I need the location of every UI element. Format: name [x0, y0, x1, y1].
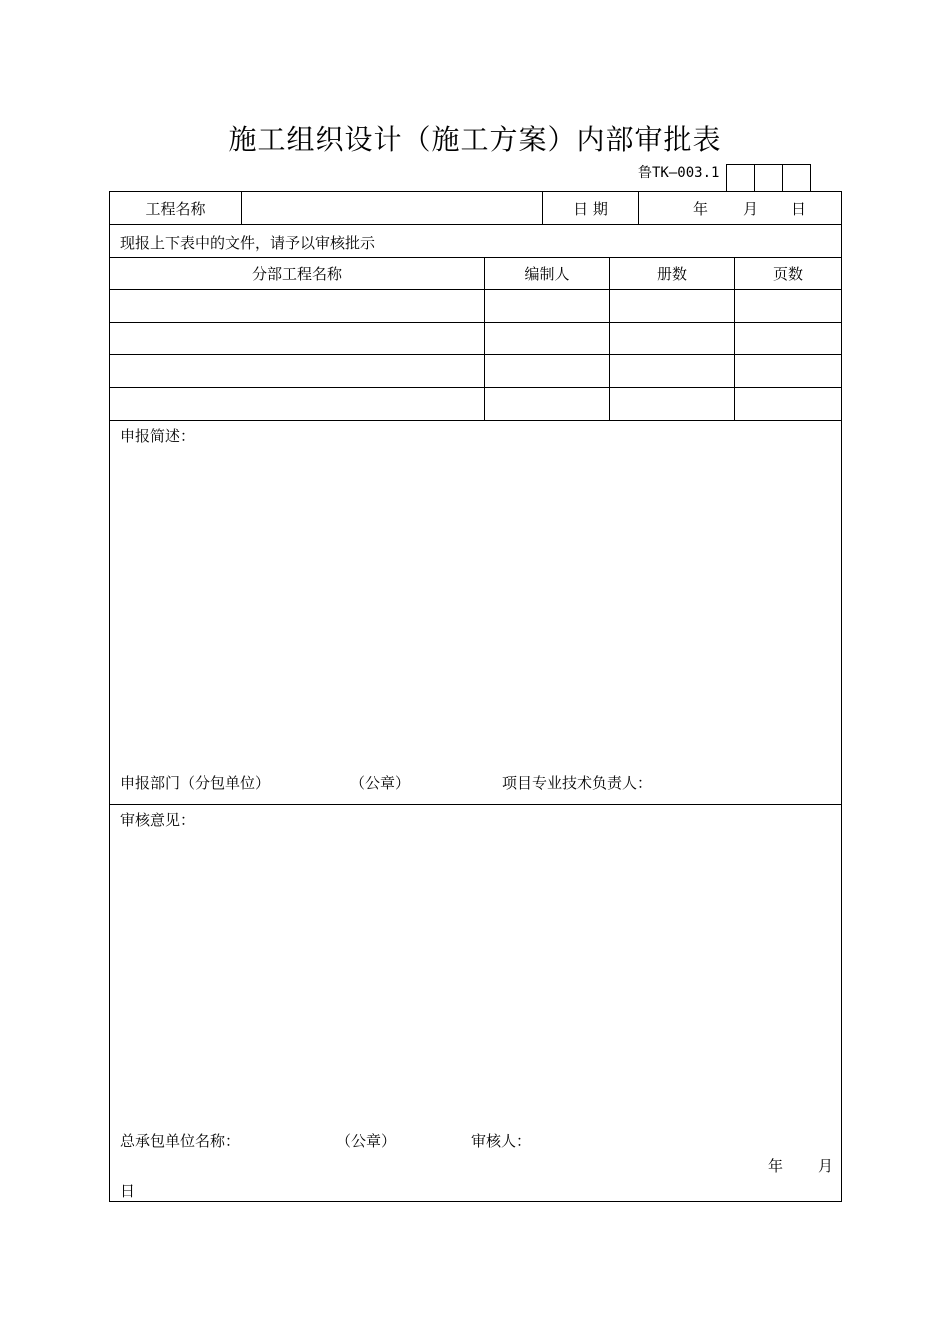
- review-section[interactable]: [110, 805, 841, 1201]
- code-box[interactable]: [727, 165, 755, 191]
- report-seal-label: （公章）: [350, 774, 411, 792]
- code-box[interactable]: [783, 165, 811, 191]
- col-header-sub-project: 分部工程名称: [110, 258, 485, 289]
- cell-sub-project[interactable]: [110, 290, 485, 322]
- form-title: 施工组织设计（施工方案）内部审批表: [228, 123, 722, 156]
- cell-volumes[interactable]: [610, 323, 735, 354]
- cell-volumes[interactable]: [610, 388, 735, 420]
- date-day: 日: [791, 199, 807, 218]
- cell-author[interactable]: [485, 323, 610, 354]
- cell-author[interactable]: [485, 355, 610, 387]
- cell-volumes[interactable]: [610, 290, 735, 322]
- report-dept-label: 申报部门（分包单位）: [120, 774, 271, 792]
- report-section[interactable]: [110, 421, 841, 805]
- review-month: 月: [818, 1157, 834, 1175]
- review-day: 日: [120, 1182, 136, 1200]
- reviewer-label: 审核人：: [471, 1132, 532, 1150]
- table-row: [110, 388, 841, 421]
- review-seal-label: （公章）: [336, 1132, 397, 1150]
- table-header-row: [110, 258, 841, 290]
- report-summary-label: 申报简述：: [120, 427, 196, 445]
- review-year: 年: [768, 1157, 784, 1175]
- cell-pages[interactable]: [735, 355, 841, 387]
- table-row: [110, 290, 841, 323]
- date-field[interactable]: [639, 192, 841, 224]
- approval-form: [109, 191, 842, 1202]
- cell-pages[interactable]: [735, 388, 841, 420]
- tech-lead-label: 项目专业技术负责人：: [502, 774, 653, 792]
- date-year: 年: [693, 199, 709, 218]
- cell-pages[interactable]: [735, 323, 841, 354]
- col-header-author: 编制人: [485, 258, 610, 289]
- cell-sub-project[interactable]: [110, 355, 485, 387]
- table-row: [110, 355, 841, 388]
- date-month: 月: [743, 199, 759, 218]
- project-name-field[interactable]: [242, 192, 543, 224]
- col-header-volumes: 册数: [610, 258, 735, 289]
- cell-author[interactable]: [485, 290, 610, 322]
- cell-volumes[interactable]: [610, 355, 735, 387]
- cell-sub-project[interactable]: [110, 323, 485, 354]
- cell-author[interactable]: [485, 388, 610, 420]
- col-header-pages: 页数: [772, 265, 803, 283]
- contractor-name-label: 总承包单位名称：: [120, 1132, 241, 1150]
- intro-text: 现报上下表中的文件，请予以审核批示: [120, 234, 376, 252]
- project-name-label: 工程名称: [110, 192, 242, 224]
- cell-pages[interactable]: [735, 290, 841, 322]
- review-opinion-label: 审核意见：: [120, 811, 196, 829]
- intro-row: [110, 225, 841, 258]
- date-label: 日 期: [543, 192, 639, 224]
- cell-sub-project[interactable]: [110, 388, 485, 420]
- form-code-boxes: [726, 164, 811, 192]
- project-header-row: [110, 192, 841, 225]
- form-code: 鲁TK—003.1: [638, 165, 720, 181]
- code-box[interactable]: [755, 165, 783, 191]
- table-row: [110, 323, 841, 355]
